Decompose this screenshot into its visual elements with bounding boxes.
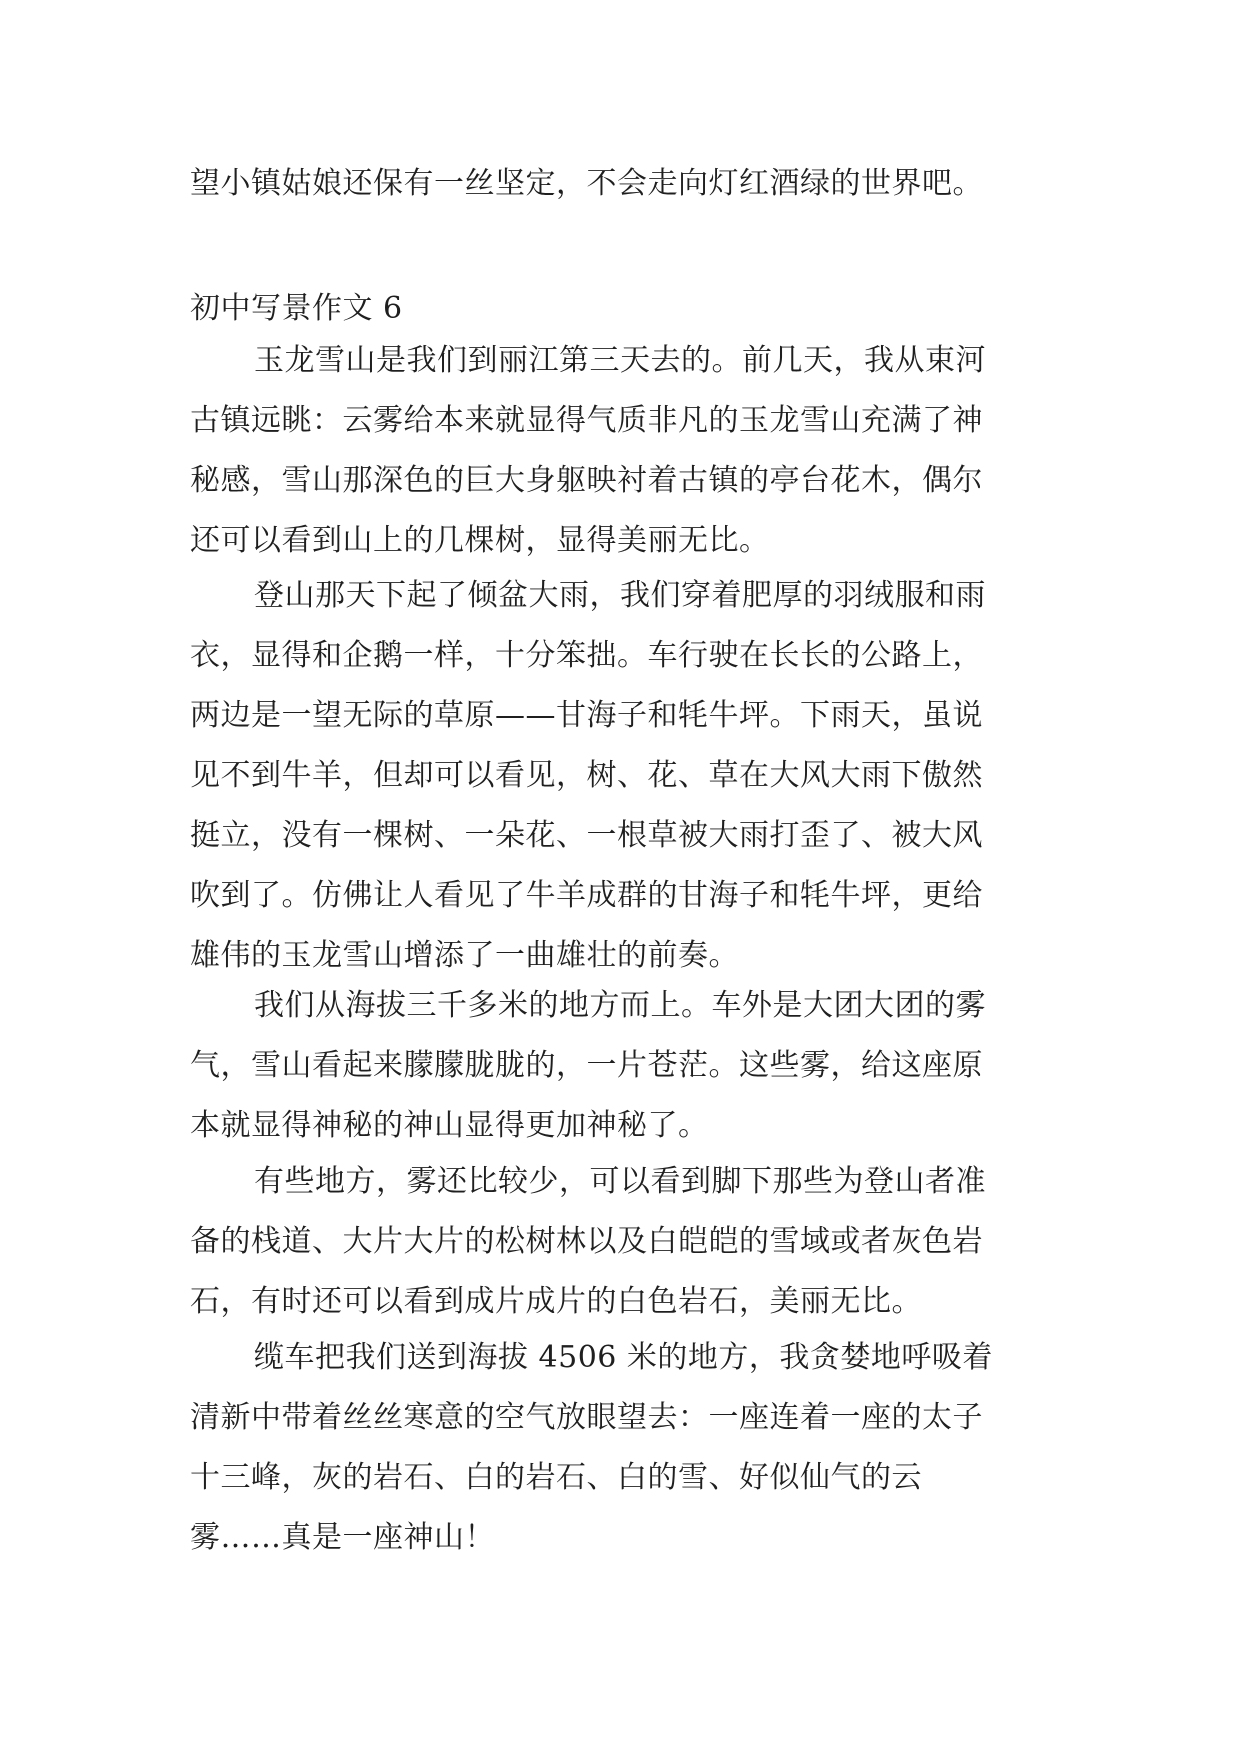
paragraph-line: 石，有时还可以看到成片成片的白色岩石，美丽无比。 (190, 1284, 922, 1319)
paragraph-2 (190, 566, 1060, 986)
continuation-line: 望小镇姑娘还保有一丝坚定，不会走向灯红酒绿的世界吧。 (190, 166, 983, 201)
paragraph-5 (190, 1328, 1060, 1568)
paragraph-line: 挺立，没有一棵树、一朵花、一根草被大雨打歪了、被大风 (190, 818, 983, 853)
paragraph-line: 气，雪山看起来朦朦胧胧的，一片苍茫。这些雾，给这座原 (190, 1048, 983, 1083)
paragraph-line: 登山那天下起了倾盆大雨，我们穿着肥厚的羽绒服和雨 (254, 578, 986, 613)
paragraph-line: 还可以看到山上的几棵树，显得美丽无比。 (190, 523, 770, 558)
paragraph-line: 清新中带着丝丝寒意的空气放眼望去：一座连着一座的太子 (190, 1400, 983, 1435)
paragraph-line: 十三峰，灰的岩石、白的岩石、白的雪、好似仙气的云 (190, 1460, 922, 1495)
paragraph-line: 本就显得神秘的神山显得更加神秘了。 (190, 1108, 709, 1143)
paragraph-line: 我们从海拔三千多米的地方而上。车外是大团大团的雾 (254, 988, 986, 1023)
paragraph-line: 雄伟的玉龙雪山增添了一曲雄壮的前奏。 (190, 938, 739, 973)
paragraph-line: 两边是一望无际的草原——甘海子和牦牛坪。下雨天，虽说 (190, 698, 983, 733)
paragraph-line: 玉龙雪山是我们到丽江第三天去的。前几天，我从束河 (254, 343, 986, 378)
paragraph-line: 有些地方，雾还比较少，可以看到脚下那些为登山者准 (254, 1164, 986, 1199)
paragraph-line: 雾……真是一座神山！ (190, 1520, 495, 1555)
paragraph-4 (190, 1152, 1060, 1332)
essay-heading: 初中写景作文 6 (190, 291, 403, 326)
paragraph-line: 缆车把我们送到海拔 4506 米的地方，我贪婪地呼吸着 (254, 1340, 993, 1375)
paragraph-1 (190, 331, 1060, 571)
paragraph-line: 备的栈道、大片大片的松树林以及白皑皑的雪域或者灰色岩 (190, 1224, 983, 1259)
paragraph-line: 见不到牛羊，但却可以看见，树、花、草在大风大雨下傲然 (190, 758, 983, 793)
paragraph-line: 秘感，雪山那深色的巨大身躯映衬着古镇的亭台花木，偶尔 (190, 463, 983, 498)
paragraph-line: 古镇远眺：云雾给本来就显得气质非凡的玉龙雪山充满了神 (190, 403, 983, 438)
paragraph-line: 衣，显得和企鹅一样，十分笨拙。车行驶在长长的公路上， (190, 638, 983, 673)
paragraph-line: 吹到了。仿佛让人看见了牛羊成群的甘海子和牦牛坪，更给 (190, 878, 983, 913)
paragraph-3 (190, 976, 1060, 1156)
